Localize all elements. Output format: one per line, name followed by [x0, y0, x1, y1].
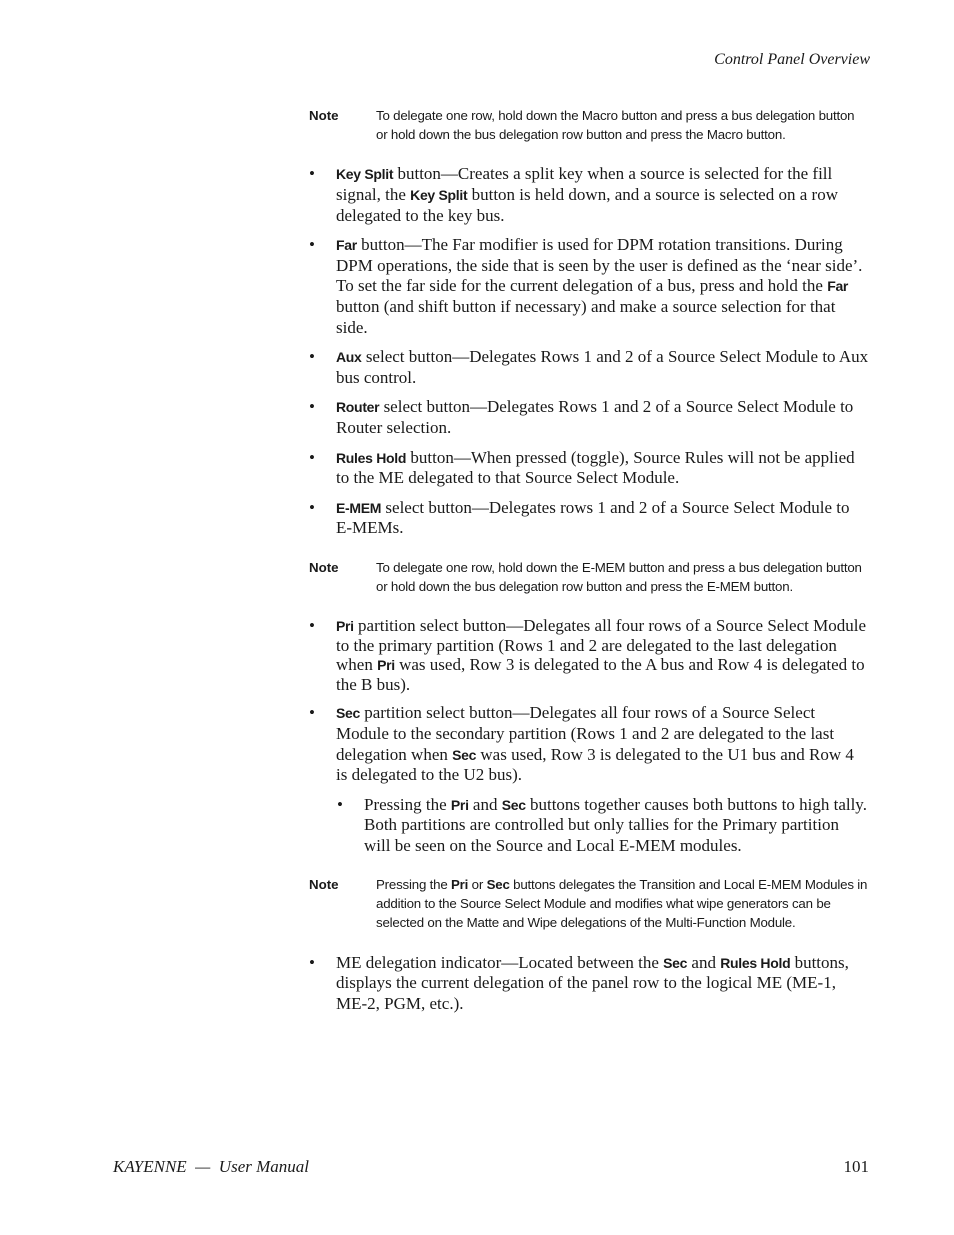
- note-text: Pressing the Pri or Sec buttons delegates the Transition and Local E-MEM Modules in addition to the Source Select Module and modifies what wipe generators can be selected on the Matte and Wipe delegations of the Multi-Function Module.: [376, 877, 868, 930]
- running-header: Control Panel Overview: [714, 51, 870, 68]
- note-label: Note: [309, 559, 339, 575]
- bullet-key-split: • Key Split button—Creates a split key when a source is selected for the fill signal, the Key Split button is held down, and a source is selected on a row delegated to the key bus.: [309, 164, 869, 226]
- bullet-pri: • Pri partition select button—Delegates all four rows of a Source Select Module to the primary partition (Rows 1 and 2 are delegated to the last delegation when Pri was used, Row 3 is delegated to the A bus and Row 4 is delegated to the B bus).: [309, 616, 869, 694]
- bullet-emem: • E-MEM select button—Delegates rows 1 and 2 of a Source Select Module to E-MEMs.: [309, 498, 869, 539]
- note-label: Note: [309, 877, 339, 893]
- sub-bullet-pri-sec: • Pressing the Pri and Sec buttons together causes both buttons to high tally. Both partitions are controlled but only tallies for the Primary partition will be seen on the Source and Local E-MEM modules.: [337, 795, 869, 857]
- page-number: 101: [843, 1157, 869, 1176]
- button-name: Rules Hold: [336, 449, 407, 466]
- button-name: Sec: [486, 877, 510, 893]
- note-macro: [309, 107, 869, 144]
- bullet-me-delegation: • ME delegation indicator—Located between the Sec and Rules Hold buttons, displays the current delegation of the panel row to the logical ME (ME-1, ME-2, PGM, etc.).: [309, 953, 869, 1015]
- button-name: Key Split: [410, 187, 468, 203]
- button-name: Sec: [336, 705, 361, 722]
- button-name: Pri: [450, 796, 469, 813]
- note-pri-sec: [309, 876, 869, 932]
- bullet-rules-hold: • Rules Hold button—When pressed (toggle), Source Rules will not be applied to the ME delegated to that Source Select Module.: [309, 448, 869, 489]
- page-body: [309, 107, 869, 1014]
- bullet-sec: • Sec partition select button—Delegates all four rows of a Source Select Module to the secondary partition (Rows 1 and 2 are delegated to the last delegation when Sec was used, Row 3 is delegated to the U1 bus and Row 4 is delegated to the U2 bus).: [309, 703, 869, 785]
- button-name: Pri: [336, 618, 354, 635]
- button-name: Far: [827, 278, 849, 295]
- bullet-far: • Far button—The Far modifier is used for DPM rotation transitions. During DPM operations, the side that is seen by the user is defined as the ‘near side’. To set the far side for the current delegation of a bus, press and hold the Far button (and shift button if necessary) and make a source selection for that side.: [309, 235, 869, 338]
- note-text: To delegate one row, hold down the E-MEM button and press a bus delegation button or hold down the bus delegation row button and press the E-MEM button.: [376, 559, 862, 594]
- button-name: Pri: [451, 877, 469, 893]
- button-name: Key Split: [336, 166, 394, 183]
- note-emem: [309, 559, 869, 596]
- button-name: Sec: [452, 746, 477, 763]
- button-name: Sec: [663, 954, 688, 971]
- button-name: Rules Hold: [720, 954, 791, 971]
- bullet-router: • Router select button—Delegates Rows 1 and 2 of a Source Select Module to Router selection.: [309, 397, 869, 438]
- note-text: To delegate one row, hold down the Macro button and press a bus delegation button or hold down the bus delegation row button and press the Macro button.: [376, 108, 855, 142]
- bullet-aux: • Aux select button—Delegates Rows 1 and 2 of a Source Select Module to Aux bus control.: [309, 347, 869, 388]
- note-label: Note: [309, 108, 339, 123]
- button-name: Pri: [377, 657, 395, 674]
- footer-doc-title: KAYENNE — User Manual: [113, 1157, 309, 1176]
- button-name: Sec: [501, 796, 526, 813]
- button-name: Router: [336, 399, 380, 416]
- button-name: Far: [336, 237, 357, 254]
- button-name: Aux: [336, 349, 362, 366]
- button-name: E-MEM: [336, 499, 382, 516]
